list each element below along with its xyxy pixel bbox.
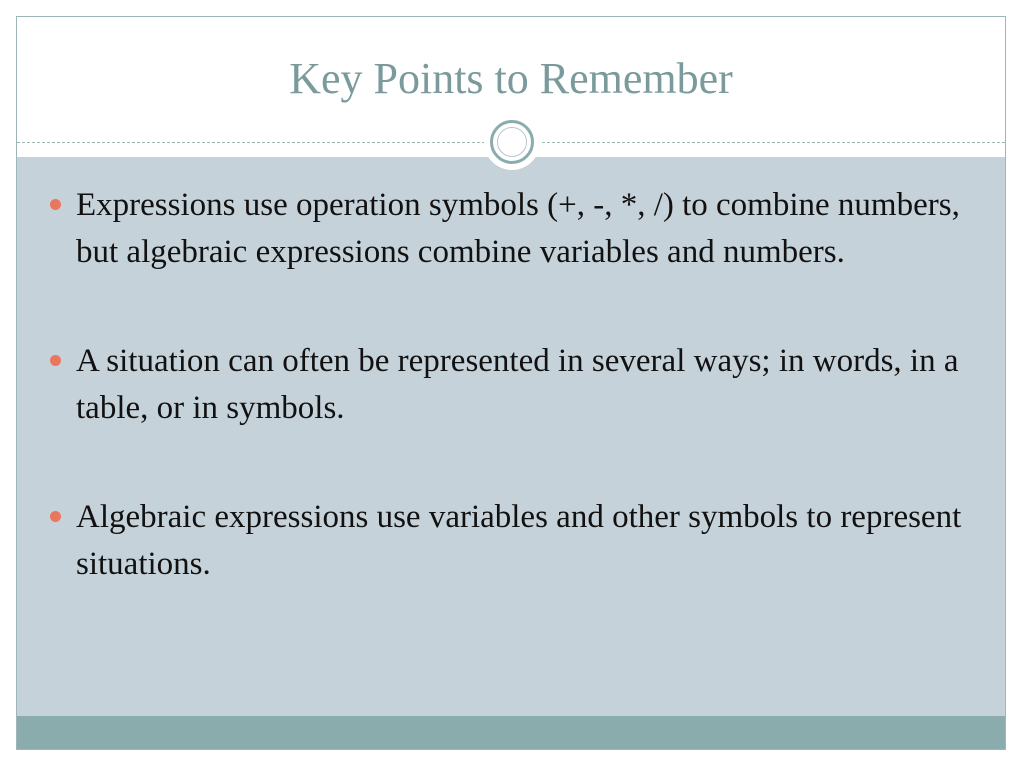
bullet-item: [17, 182, 1005, 276]
circle-ring-inner: [497, 127, 527, 157]
slide-title: Key Points to Remember: [289, 54, 733, 103]
bullet-text: A situation can often be represented in several ways; in words, in a table, or in symbols.: [76, 343, 959, 426]
bullet-text: Expressions use operation symbols (+, -, *, /) to combine numbers, but algebraic expressions combine variables and numbers.: [76, 187, 960, 270]
circle-ornament-icon: [484, 114, 540, 170]
bullet-text: Algebraic expressions use variables and other symbols to represent situations.: [76, 499, 962, 582]
bullet-dot-icon: [50, 355, 61, 366]
bullet-list: [17, 182, 1005, 650]
bullet-item: [17, 338, 1005, 432]
footer-band: [17, 716, 1005, 750]
bullet-dot-icon: [50, 511, 61, 522]
slide: [16, 16, 1006, 750]
bullet-item: [17, 494, 1005, 588]
circle-ring: [490, 120, 534, 164]
bullet-dot-icon: [50, 199, 61, 210]
